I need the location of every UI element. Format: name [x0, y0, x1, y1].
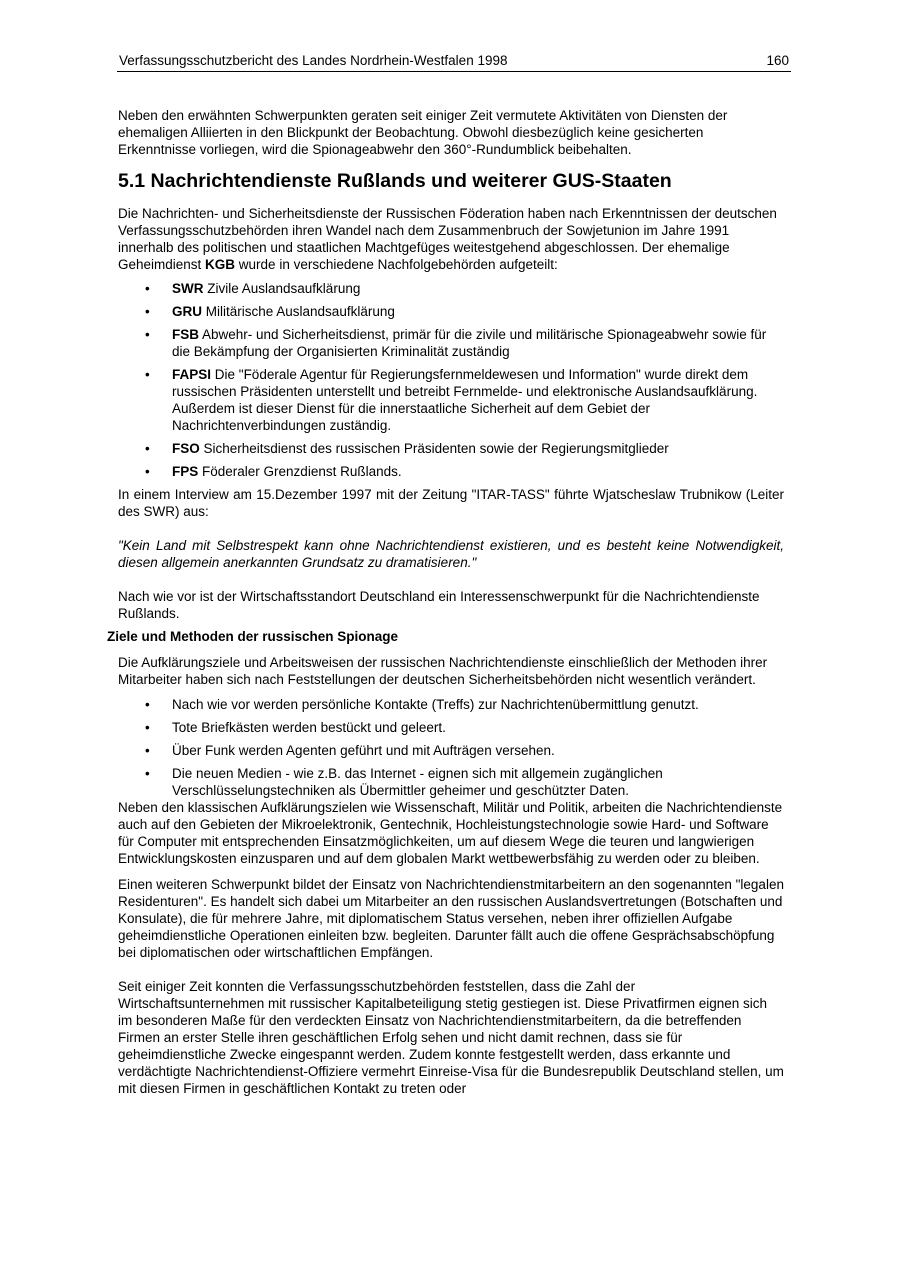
agency-description: Sicherheitsdienst des russischen Präsidenten sowie der Regierungsmitglieder: [199, 441, 669, 456]
list-item: [118, 326, 784, 360]
list-item: [118, 280, 784, 297]
agency-abbr: FPS: [172, 464, 199, 479]
quote: "Kein Land mit Selbstrespekt kann ohne Nachrichtendienst existieren, und es besteht keine Notwendigkeit, diesen allgemein anerkannten Grundsatz zu dramatisieren.": [118, 538, 784, 570]
intro-paragraph: Neben den erwähnten Schwerpunkten geraten seit einiger Zeit vermutete Aktivitäten von Diensten der ehemaligen Alliierten in den Blickpunkt der Beobachtung. Obwohl diesbezüglich keine gesicherten Erkenntnisse vorliegen, wird die Spionageabwehr den 360°-Rundumblick beibehalten.: [118, 108, 728, 157]
agency-description: Militärische Auslandsaufklärung: [202, 304, 395, 319]
agency-abbr: SWR: [172, 281, 204, 296]
methods-intro-paragraph: Die Aufklärungsziele und Arbeitsweisen der russischen Nachrichtendienste einschließlich der Methoden ihrer Mitarbeiter haben sich nach Feststellungen der deutschen Sicherheitsbehörden nicht wesentlich verändert.: [118, 655, 768, 687]
agency-abbr: FAPSI: [172, 367, 212, 382]
list-item: [118, 366, 784, 434]
list-item: [118, 696, 784, 713]
list-item: [118, 463, 784, 480]
companies-paragraph: Seit einiger Zeit konnten die Verfassungsschutzbehörden feststellen, dass die Zahl der Wirtschaftsunternehmen mit russischer Kapitalbeteiligung stetig gestiegen ist. Diese Privatfirmen eignen sich im besonderen Maße für den verdeckten Einsatz von Nachrichtendienstmitarbeitern, da die betreffenden Firmen an erster Stelle ihren geschäftlichen Erfolg sehen und nicht damit rechnen, dass sie für geheimdienstliche Zwecke eingespannt werden. Zudem konnte festgestellt werden, dass erkannte und verdächtigte Nachrichtendienst-Offiziere vermehrt Einreise-Visa für die Bundesrepublik Deutschland stellen, um mit diesen Firmen in geschäftlichen Kontakt zu treten oder: [118, 979, 784, 1096]
page-header: [117, 53, 791, 72]
bullet-icon: •: [145, 281, 150, 296]
page-content: [107, 107, 784, 1097]
bullet-icon: •: [145, 367, 150, 382]
agency-description: Die "Föderale Agentur für Regierungsfernmeldewesen und Information" wurde direkt dem russischen Präsidenten unterstellt und betreibt Fernmelde- und elektronische Auslandsaufklärung. Außerdem ist dieser Dienst für die innerstaatliche Sicherheit auf dem Gebiet der Nachrichtenverbindungen zuständig.: [172, 367, 758, 433]
header-title: Verfassungsschutzbericht des Landes Nordrhein-Westfalen 1998: [119, 53, 508, 68]
economic-interest-paragraph: Nach wie vor ist der Wirtschaftsstandort Deutschland ein Interessenschwerpunkt für die Nachrichtendienste Rußlands.: [118, 589, 760, 621]
interview-paragraph: In einem Interview am 15.Dezember 1997 mit der Zeitung "ITAR-TASS" führte Wjatscheslaw Trubnikow (Leiter des SWR) aus:: [118, 487, 784, 519]
section-heading: 5.1 Nachrichtendienste Rußlands und weiterer GUS-Staaten: [118, 170, 672, 192]
section-paragraph: [118, 205, 784, 273]
bullet-icon: •: [145, 441, 150, 456]
agency-description: Föderaler Grenzdienst Rußlands.: [198, 464, 402, 479]
section-paragraph-text-end: wurde in verschiedene Nachfolgebehörden aufgeteilt:: [235, 257, 558, 272]
method-text: Nach wie vor werden persönliche Kontakte (Treffs) zur Nachrichtenübermittlung genutzt.: [172, 697, 699, 712]
method-text: Tote Briefkästen werden bestückt und geleert.: [172, 720, 446, 735]
bullet-icon: •: [145, 766, 150, 781]
subheading: Ziele und Methoden der russischen Spionage: [107, 629, 399, 644]
kgb-term: KGB: [205, 257, 236, 272]
agency-abbr: FSB: [172, 327, 199, 342]
bullet-icon: •: [145, 720, 150, 735]
bullet-icon: •: [145, 327, 150, 342]
bullet-icon: •: [145, 743, 150, 758]
method-text: Die neuen Medien - wie z.B. das Internet - eignen sich mit allgemein zugänglichen Verschlüsselungstechniken als Übermittler geheimer und geschützter Daten.: [172, 766, 663, 798]
agency-abbr: FSO: [172, 441, 200, 456]
targets-paragraph: Neben den klassischen Aufklärungszielen wie Wissenschaft, Militär und Politik, arbeiten die Nachrichtendienste auch auf den Gebieten der Mikroelektronik, Gentechnik, Hochleistungstechnologie sowie Hard- und Software für Computer mit entsprechenden Einsatzmöglichkeiten, um auf diesem Wege die teuren und langwierigen Entwicklungskosten einzusparen und auf dem globalen Markt wettbewerbsfähig zu werden oder zu bleiben.: [118, 800, 783, 866]
list-item: [118, 765, 784, 799]
bullet-icon: •: [145, 697, 150, 712]
agency-description: Abwehr- und Sicherheitsdienst, primär für die zivile und militärische Spionageabwehr sowie für die Bekämpfung der Organisierten Kriminalität zuständig: [172, 327, 767, 359]
section-paragraph-text: Die Nachrichten- und Sicherheitsdienste der Russischen Föderation haben nach Erkenntnissen der deutschen Verfassungsschutzbehörden ihren Wandel nach dem Zusammenbruch der Sowjetunion im Jahre 1991 innerhalb des politischen und staatlichen Machtgefüges weitestgehend abgeschlossen. Der ehemalige Geheimdienst: [118, 206, 777, 272]
list-item: [118, 719, 784, 736]
agency-list: [118, 280, 784, 480]
list-item: [118, 742, 784, 759]
bullet-icon: •: [145, 304, 150, 319]
residents-paragraph: Einen weiteren Schwerpunkt bildet der Einsatz von Nachrichtendienstmitarbeitern an den sogenannten "legalen Residenturen". Es handelt sich dabei um Mitarbeiter an den russischen Auslandsvertretungen (Botschaften und Konsulate), die für mehrere Jahre, mit diplomatischem Status versehen, neben ihrer offiziellen Aufgabe geheimdienstliche Operationen einleiten bzw. begleiten. Darunter fällt auch die offene Gesprächsabschöpfung bei diplomatischen oder wirtschaftlichen Empfängen.: [118, 877, 784, 960]
list-item: [118, 440, 784, 457]
method-text: Über Funk werden Agenten geführt und mit Aufträgen versehen.: [172, 743, 555, 758]
list-item: [118, 303, 784, 320]
bullet-icon: •: [145, 464, 150, 479]
agency-description: Zivile Auslandsaufklärung: [203, 281, 361, 296]
page-number: 160: [766, 53, 789, 68]
agency-abbr: GRU: [172, 304, 202, 319]
methods-list: [118, 696, 784, 799]
